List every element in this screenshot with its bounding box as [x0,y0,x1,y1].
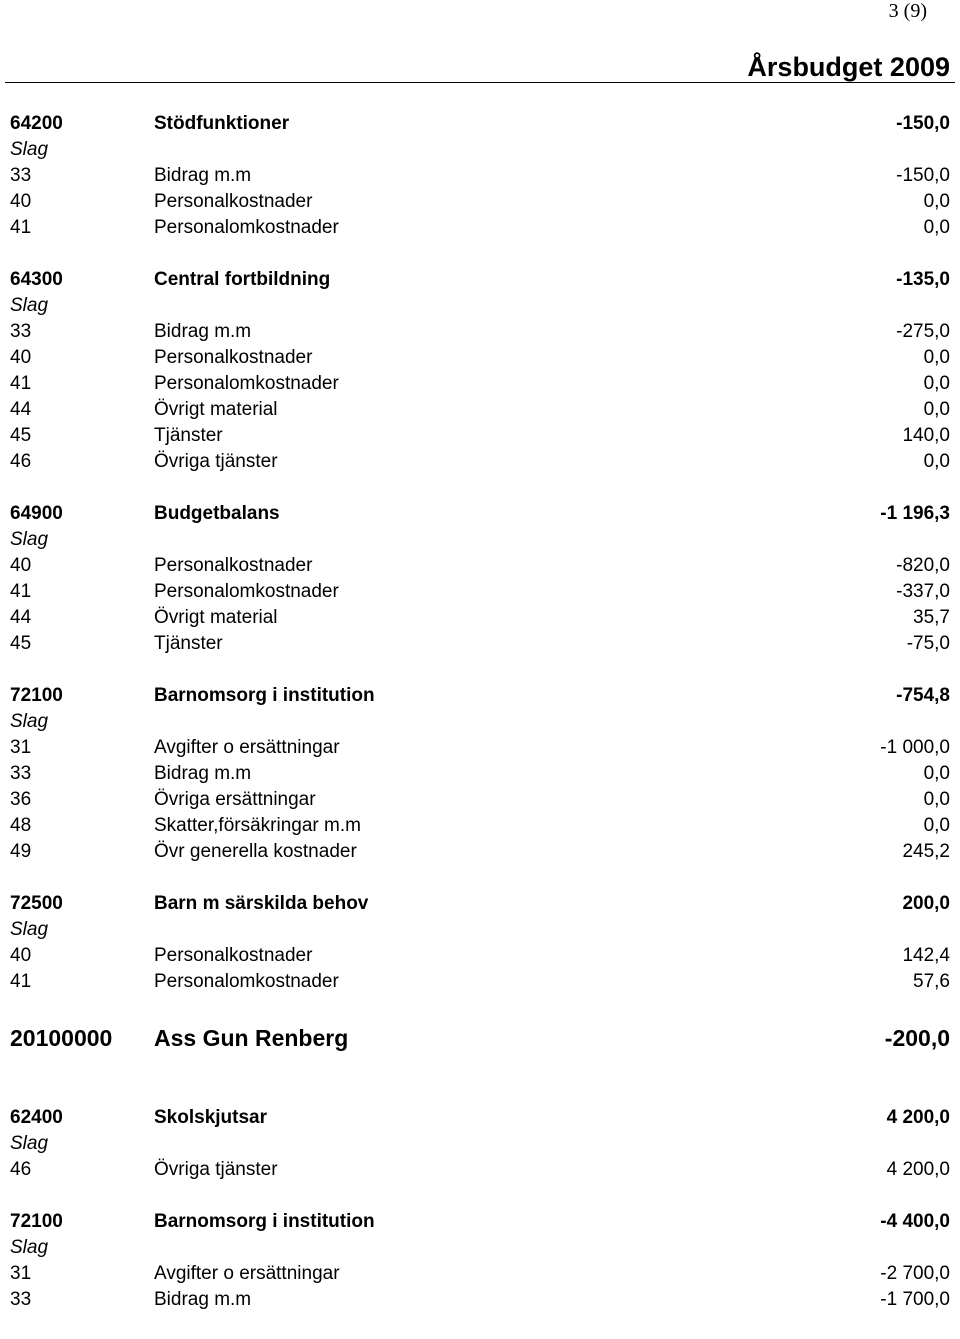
item-value: -1 700,0 [880,1289,950,1310]
line-item [10,553,950,579]
item-code: 33 [10,1289,32,1310]
item-value: -1 000,0 [880,737,950,758]
section-header [10,111,950,137]
line-item [10,787,950,813]
line-item [10,1157,950,1183]
item-value: 0,0 [923,399,950,420]
item-label: Bidrag m.m [154,763,252,784]
section-name: Barnomsorg i institution [154,685,375,706]
item-label: Övr generella kostnader [154,841,357,862]
group-code: 20100000 [10,1025,113,1051]
line-item [10,813,950,839]
section-total: 4 200,0 [886,1107,950,1128]
item-code: 46 [10,1159,32,1180]
line-item [10,605,950,631]
item-code: 33 [10,763,32,784]
line-item [10,1261,950,1287]
item-label: Bidrag m.m [154,321,252,342]
item-code: 41 [10,581,32,602]
slag-label-row [10,137,950,163]
item-value: -337,0 [896,581,950,602]
section-total: -4 400,0 [880,1211,950,1232]
item-value: 0,0 [923,347,950,368]
slag-label: Slag [10,1133,49,1154]
item-label: Bidrag m.m [154,165,252,186]
item-code: 41 [10,971,32,992]
item-label: Övriga tjänster [154,1159,278,1180]
item-value: 4 200,0 [886,1159,950,1180]
item-label: Avgifter o ersättningar [154,1263,340,1284]
budget-section [10,1209,950,1313]
item-code: 31 [10,1263,32,1284]
group-name: Ass Gun Renberg [154,1025,349,1051]
item-code: 40 [10,555,32,576]
item-value: -2 700,0 [880,1263,950,1284]
item-label: Skatter,försäkringar m.m [154,815,361,836]
item-label: Personalomkostnader [154,217,339,238]
item-value: 0,0 [923,763,950,784]
budget-section [10,891,950,995]
item-code: 45 [10,425,32,446]
line-item [10,761,950,787]
section-name: Central fortbildning [154,269,331,290]
line-item [10,215,950,241]
item-value: -150,0 [896,165,950,186]
line-item [10,371,950,397]
section-total: -135,0 [896,269,950,290]
item-code: 40 [10,191,32,212]
slag-label-row [10,1131,950,1157]
item-label: Personalomkostnader [154,581,339,602]
item-code: 36 [10,789,32,810]
item-value: -75,0 [906,633,950,654]
item-code: 40 [10,945,32,966]
section-header [10,1209,950,1235]
slag-label: Slag [10,139,49,160]
section-code: 64300 [10,269,63,290]
item-value: 0,0 [923,789,950,810]
section-code: 72100 [10,1211,63,1232]
document-title: Årsbudget 2009 [747,52,950,82]
section-code: 64200 [10,113,63,134]
line-item [10,969,950,995]
item-value: -820,0 [896,555,950,576]
section-header [10,891,950,917]
budget-table [10,111,950,1339]
title-divider [5,82,955,83]
line-item [10,631,950,657]
item-value: 140,0 [902,425,950,446]
item-label: Avgifter o ersättningar [154,737,340,758]
budget-section [10,267,950,475]
section-name: Barn m särskilda behov [154,893,369,914]
budget-section [10,683,950,865]
item-code: 49 [10,841,32,862]
line-item [10,345,950,371]
slag-label: Slag [10,1237,49,1258]
line-item [10,319,950,345]
page-number: 3 (9) [888,0,927,22]
item-code: 40 [10,347,32,368]
item-label: Tjänster [154,425,223,446]
section-name: Skolskjutsar [154,1107,267,1128]
item-value: 0,0 [923,217,950,238]
item-value: 0,0 [923,191,950,212]
item-label: Personalkostnader [154,191,313,212]
line-item [10,839,950,865]
slag-label: Slag [10,919,49,940]
section-total: -1 196,3 [880,503,950,524]
item-code: 31 [10,737,32,758]
item-value: 142,4 [902,945,950,966]
line-item [10,1287,950,1313]
section-code: 72500 [10,893,63,914]
item-code: 48 [10,815,32,836]
budget-section [10,111,950,241]
item-label: Personalomkostnader [154,971,339,992]
line-item [10,163,950,189]
item-code: 41 [10,373,32,394]
section-code: 72100 [10,685,63,706]
item-label: Personalkostnader [154,945,313,966]
line-item [10,943,950,969]
section-name: Barnomsorg i institution [154,1211,375,1232]
section-header [10,1105,950,1131]
item-label: Övriga ersättningar [154,789,316,810]
section-code: 64900 [10,503,63,524]
slag-label-row [10,527,950,553]
item-value: 245,2 [902,841,950,862]
section-name: Budgetbalans [154,503,280,524]
slag-label: Slag [10,529,49,550]
line-item [10,397,950,423]
item-label: Bidrag m.m [154,1289,252,1310]
item-code: 44 [10,399,32,420]
group-header [10,1021,950,1055]
item-label: Tjänster [154,633,223,654]
item-code: 33 [10,165,32,186]
item-value: 0,0 [923,451,950,472]
line-item [10,189,950,215]
slag-label: Slag [10,295,49,316]
section-header [10,267,950,293]
item-label: Övriga tjänster [154,451,278,472]
section-header [10,683,950,709]
budget-section [10,1105,950,1183]
item-value: 35,7 [913,607,950,628]
section-total: -150,0 [896,113,950,134]
line-item [10,735,950,761]
item-label: Övrigt material [154,607,278,628]
slag-label: Slag [10,711,49,732]
slag-label-row [10,293,950,319]
item-code: 46 [10,451,32,472]
line-item [10,423,950,449]
line-item [10,449,950,475]
item-code: 41 [10,217,32,238]
item-label: Personalkostnader [154,555,313,576]
group-total: -200,0 [884,1025,950,1051]
item-code: 45 [10,633,32,654]
item-code: 33 [10,321,32,342]
section-name: Stödfunktioner [154,113,290,134]
item-value: 57,6 [913,971,950,992]
section-total: -754,8 [896,685,950,706]
item-value: -275,0 [896,321,950,342]
budget-section [10,501,950,657]
item-code: 44 [10,607,32,628]
slag-label-row [10,1235,950,1261]
item-label: Övrigt material [154,399,278,420]
item-label: Personalomkostnader [154,373,339,394]
item-value: 0,0 [923,815,950,836]
line-item [10,579,950,605]
slag-label-row [10,709,950,735]
section-total: 200,0 [902,893,950,914]
item-value: 0,0 [923,373,950,394]
section-code: 62400 [10,1107,63,1128]
section-header [10,501,950,527]
slag-label-row [10,917,950,943]
item-label: Personalkostnader [154,347,313,368]
